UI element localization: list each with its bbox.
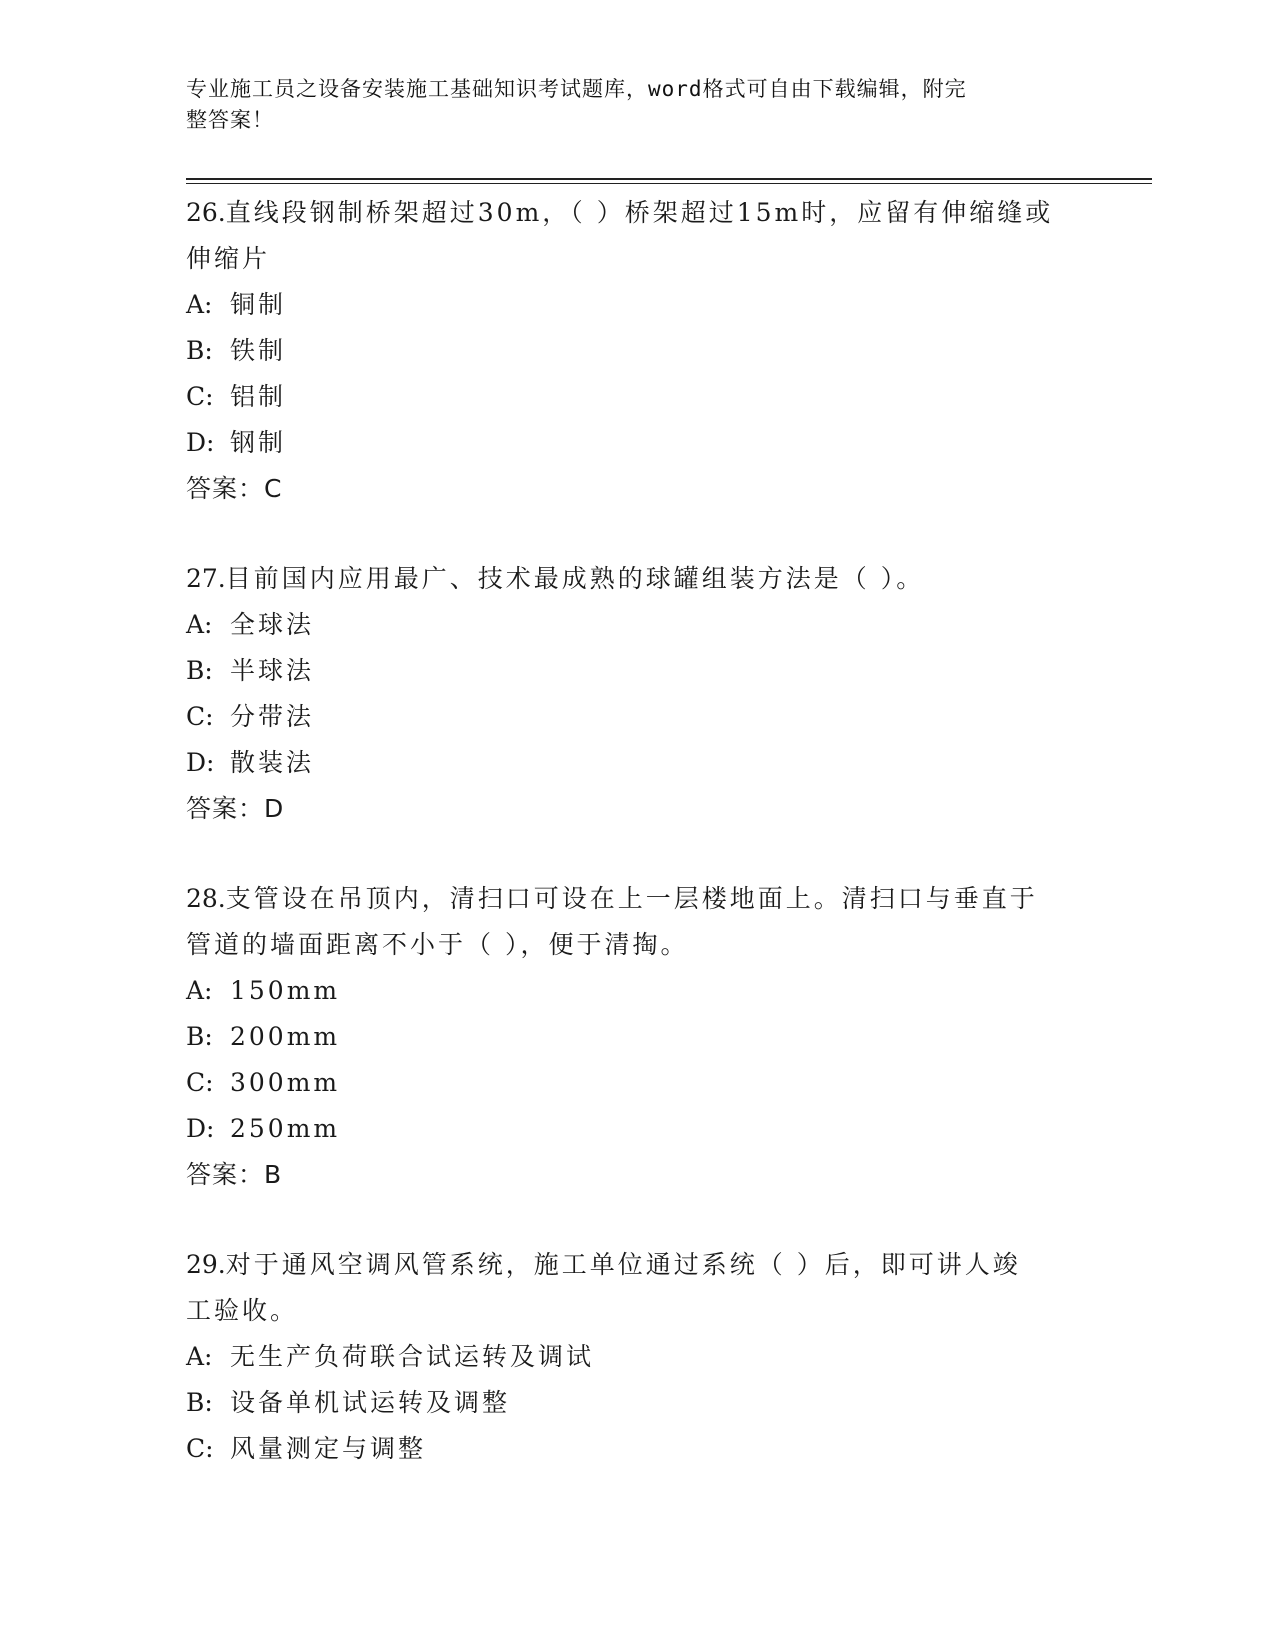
option-letter: B:: [186, 1022, 213, 1051]
option-a: [186, 282, 1086, 328]
option-text: 150mm: [230, 976, 341, 1005]
question-28: [186, 876, 1086, 1198]
header-divider-thin: [186, 183, 1152, 184]
question-stem-line-1: 目前国内应用最广、技术最成熟的球罐组装方法是（ ）。: [225, 564, 925, 593]
option-letter: C:: [186, 382, 214, 411]
answer-line: 答案：B: [186, 1160, 283, 1189]
document-header: [186, 74, 1066, 136]
option-letter: B:: [186, 1388, 213, 1417]
option-text: 分带法: [230, 702, 315, 731]
option-letter: C:: [186, 1434, 214, 1463]
option-letter: C:: [186, 1068, 214, 1097]
option-letter: A:: [186, 1342, 213, 1371]
question-spacer: [186, 512, 1086, 556]
question-26: [186, 190, 1086, 512]
option-d: [186, 740, 1086, 786]
question-stem: [186, 556, 1086, 602]
option-text: 铜制: [230, 290, 287, 319]
option-text: 250mm: [230, 1114, 341, 1143]
answer-line: 答案：D: [186, 794, 285, 823]
option-c: [186, 694, 1086, 740]
option-letter: C:: [186, 702, 214, 731]
question-stem-line-2: 伸缩片: [186, 244, 271, 273]
option-c: [186, 1426, 1086, 1472]
question-spacer: [186, 1198, 1086, 1242]
option-text: 300mm: [230, 1068, 341, 1097]
header-line-2: 整答案！: [186, 108, 274, 132]
question-number: 29.: [186, 1250, 226, 1279]
question-number: 27.: [186, 564, 226, 593]
question-29: [186, 1242, 1086, 1472]
question-number: 26.: [186, 198, 226, 227]
header-line-1: 专业施工员之设备安装施工基础知识考试题库，word格式可自由下载编辑，附完: [186, 77, 967, 101]
option-a: [186, 602, 1086, 648]
option-text: 铝制: [230, 382, 287, 411]
question-27: [186, 556, 1086, 832]
option-b: [186, 1014, 1086, 1060]
option-b: [186, 1380, 1086, 1426]
answer-line: 答案：C: [186, 474, 283, 503]
option-b: [186, 648, 1086, 694]
question-stem-line-1: 直线段钢制桥架超过30m，（ ）桥架超过15m时，应留有伸缩缝或: [225, 198, 1054, 227]
header-divider-thick: [186, 178, 1152, 180]
question-stem-line-2: 管道的墙面距离不小于（ ），便于清掏。: [186, 930, 689, 959]
option-c: [186, 374, 1086, 420]
option-letter: A:: [186, 290, 213, 319]
option-letter: B:: [186, 336, 213, 365]
option-text: 风量测定与调整: [230, 1434, 427, 1463]
question-spacer: [186, 832, 1086, 876]
question-stem: [186, 190, 1086, 236]
question-stem: [186, 1242, 1086, 1288]
option-text: 设备单机试运转及调整: [230, 1388, 511, 1417]
question-stem-line-1: 支管设在吊顶内，清扫口可设在上一层楼地面上。清扫口与垂直于: [225, 884, 1038, 913]
option-text: 铁制: [230, 336, 287, 365]
option-letter: D:: [186, 748, 215, 777]
option-c: [186, 1060, 1086, 1106]
option-letter: A:: [186, 976, 213, 1005]
option-text: 散装法: [230, 748, 315, 777]
option-b: [186, 328, 1086, 374]
question-stem: [186, 876, 1086, 922]
option-text: 无生产负荷联合试运转及调试: [230, 1342, 595, 1371]
question-stem-line-2: 工验收。: [186, 1296, 299, 1325]
option-text: 全球法: [230, 610, 315, 639]
option-letter: B:: [186, 656, 213, 685]
question-number: 28.: [186, 884, 226, 913]
option-letter: A:: [186, 610, 213, 639]
option-d: [186, 1106, 1086, 1152]
option-a: [186, 968, 1086, 1014]
question-stem-line-1: 对于通风空调风管系统，施工单位通过系统（ ）后，即可讲人竣: [225, 1250, 1021, 1279]
option-text: 钢制: [230, 428, 287, 457]
option-text: 200mm: [230, 1022, 341, 1051]
option-a: [186, 1334, 1086, 1380]
option-text: 半球法: [230, 656, 315, 685]
option-d: [186, 420, 1086, 466]
option-letter: D:: [186, 1114, 215, 1143]
question-list: [186, 190, 1086, 1472]
option-letter: D:: [186, 428, 215, 457]
